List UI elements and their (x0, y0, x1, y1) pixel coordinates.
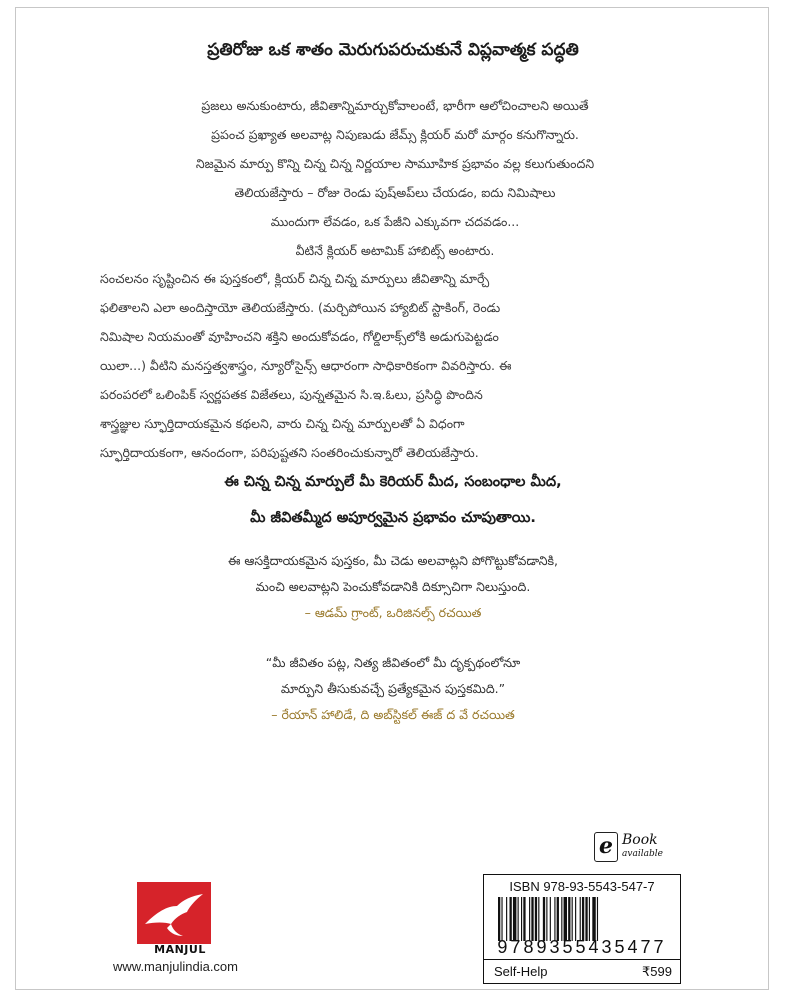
text-line: పరంపరలో ఒలింపిక్ స్వర్ణపతక విజేతలు, పున్నతమైన సి.ఇ.ఓలు, ప్రసిద్ధి పొందిన (100, 387, 483, 402)
ebook-available-badge (594, 832, 674, 866)
category-price-box (483, 960, 681, 984)
text-line: ప్రపంచ ప్రఖ్యాత అలవాట్ల నిపుణుడు జేమ్స్ క్లియర్ మరో మార్గం కనుగొన్నారు. (211, 127, 579, 142)
barcode-bar (597, 897, 598, 941)
description-paragraph (100, 264, 690, 467)
quote-line: మంచి అలవాట్లని పెంచుకోవడానికి దిక్సూచిగా నిలుస్తుంది. (255, 579, 531, 594)
ebook-word: Book (622, 832, 658, 848)
publisher-logo-icon (137, 882, 211, 944)
barcode-bar (523, 897, 525, 941)
barcode-bar (501, 897, 502, 941)
endorsement-quote-2 (0, 650, 786, 728)
barcode-number: 9789355435477 (497, 937, 667, 957)
text-line: సంచలనం సృష్టించిన ఈ పుస్తకంలో, క్లియర్ చిన్న చిన్న మార్పులు జీవితాన్ని మార్చే (100, 271, 490, 286)
text-line: ఫలితాలని ఎలా అందిస్తాయో తెలియజేస్తారు. (మర్చిపోయిన హ్యాబిట్ స్టాకింగ్, రెండు (100, 300, 501, 315)
quote-line: ఈ ఆసక్తిదాయకమైన పుస్తకం, మీ చెడు అలవాట్లని పోగొట్టుకోవడానికి, (227, 553, 559, 568)
barcode-bar (538, 897, 539, 941)
barcode-bar (592, 897, 595, 941)
barcode-bar (550, 897, 551, 941)
barcode-bar (557, 897, 559, 941)
barcode-bar (506, 897, 507, 941)
barcode-bar (561, 897, 562, 941)
barcode-icon (498, 897, 672, 941)
barcode-bar (498, 897, 500, 941)
text-line: తెలియజేస్తారు – రోజు రెండు పుష్అప్‌లు చేయడం, ఐదు నిమిషాలు (234, 185, 556, 200)
text-line: ఈ చిన్న చిన్న మార్పులే మీ కెరియర్ మీద, సంబంధాల మీద, (224, 474, 562, 490)
ebook-available-text: available (622, 849, 663, 859)
ebook-icon: e (594, 832, 618, 862)
text-line: స్ఫూర్తిదాయకంగా, ఆనందంగా, పరిపుష్టతని సంతరించుకున్నారో తెలియజేస్తారు. (100, 445, 479, 460)
barcode-bar (585, 897, 587, 941)
highlight-statement (0, 464, 786, 536)
publisher-website: www.manjulindia.com (113, 959, 238, 974)
barcode-bar (572, 897, 573, 941)
barcode-bar (564, 897, 567, 941)
endorsement-quote-1 (0, 548, 786, 626)
text-line: నిమిషాల నియమంతో వూహించని శక్తిని అందుకోవడం, గోల్డిలాక్స్‌లోకి అడుగుపెట్టడం (100, 329, 499, 344)
text-line: ముందుగా లేవడం, ఒక పేజీని ఎక్కువగా చదవడం... (270, 214, 520, 229)
barcode-bar (531, 897, 533, 941)
barcode-bar (582, 897, 584, 941)
barcode-bar (521, 897, 522, 941)
publisher-name: MANJUL (154, 943, 206, 956)
barcode-bar (589, 897, 590, 941)
barcode-bar (529, 897, 530, 941)
text-line: వీటినే క్లియర్ అటామిక్ హాబిట్స్ అంటారు. (295, 243, 495, 258)
intro-paragraph (100, 91, 690, 265)
text-line: మీ జీవితమ్మీద అపూర్వమైన ప్రభావం చూపుతాయి. (250, 510, 536, 526)
barcode-bar (513, 897, 516, 941)
barcode-bar (554, 897, 555, 941)
text-line: శాస్త్రజ్ఞుల స్ఫూర్తిదాయకమైన కథలని, వారు చిన్న చిన్న మార్పులతో ఏ విధంగా (100, 416, 465, 431)
quote-attribution: – రేయాన్ హాలిడే, ది అబ్‌స్టికల్ ఈజ్ ద వే రచయిత (271, 707, 515, 722)
barcode-bar (546, 897, 547, 941)
isbn-box (483, 874, 681, 960)
barcode-bar (580, 897, 581, 941)
cover-heading: ప్రతిరోజు ఒక శాతం మెరుగుపరుచుకునే విప్లవాత్మక పద్ధతి (207, 40, 579, 60)
isbn-label: ISBN 978-93-5543-547-7 (509, 879, 655, 894)
barcode-bar (510, 897, 512, 941)
category-label: Self-Help (494, 964, 548, 979)
text-line: యిలా...) వీటిని మనస్తత్వశాస్త్రం, న్యూరోసైన్స్ ఆధారంగా సాధికారికంగా వివరిస్తారు. ఈ (100, 358, 512, 373)
barcode-bar (518, 897, 519, 941)
barcode-bar (568, 897, 570, 941)
text-line: ప్రజలు అనుకుంటారు, జీవితాన్నిమార్చుకోవాలంటే, భారీగా ఆలోచించాలని అయితే (201, 98, 589, 113)
quote-line: మార్పుని తీసుకువచ్చే ప్రత్యేకమైన పుస్తకమిది.” (280, 681, 506, 696)
text-line: నిజమైన మార్పు కొన్ని చిన్న చిన్న నిర్ణయాల సామూహిక ప్రభావం వల్ల కలుగుతుందని (195, 156, 595, 171)
quote-line: “మీ జీవితం పట్ల, నిత్య జీవితంలో మీ దృక్పథంలోనూ (265, 655, 521, 670)
barcode-bar (535, 897, 537, 941)
barcode-bar (575, 897, 576, 941)
price-label: ₹599 (642, 964, 672, 979)
barcode-bar (543, 897, 545, 941)
quote-attribution: – ఆడమ్ గ్రాంట్, ఒరిజినల్స్ రచయిత (304, 605, 482, 620)
